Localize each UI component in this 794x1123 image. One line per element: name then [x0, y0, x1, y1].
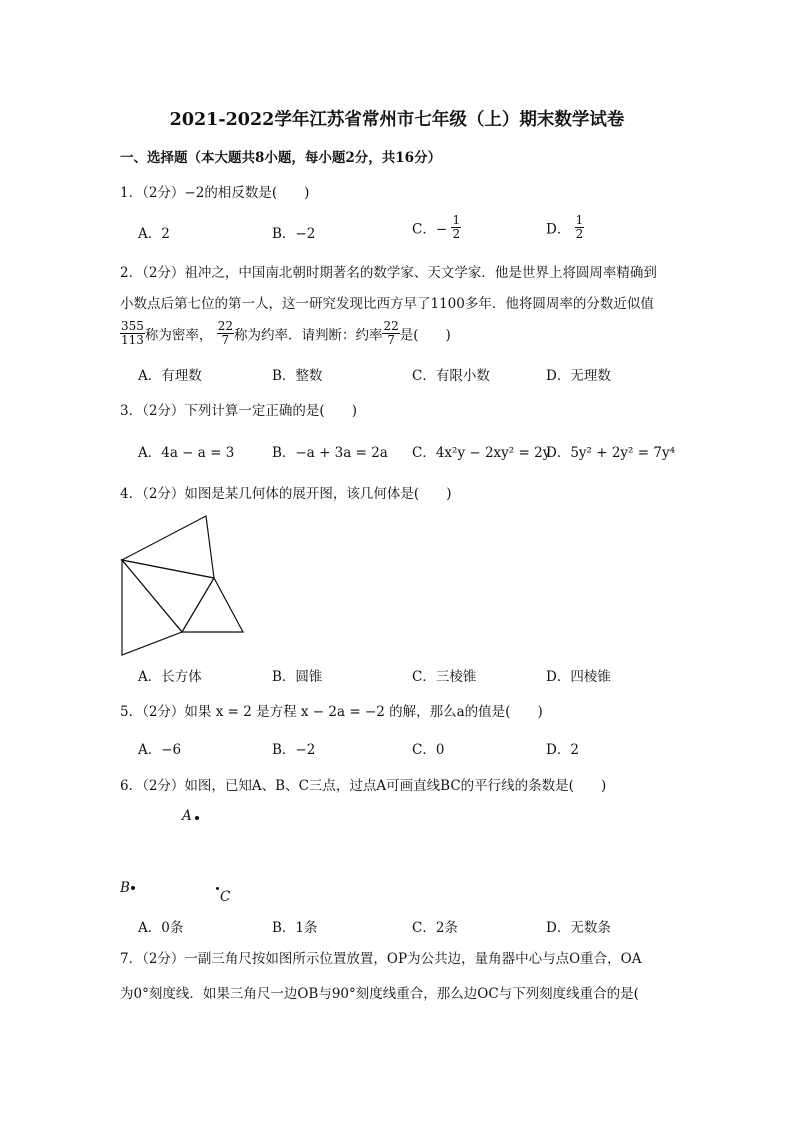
q2-option-c: C．有限小数	[412, 368, 490, 384]
q4-option-c: C．三棱锥	[412, 669, 477, 685]
net-face-middle	[122, 560, 214, 632]
q6-option-d: D．无数条	[546, 920, 611, 936]
q1-option-d	[546, 214, 584, 241]
q2-line-3	[120, 320, 451, 347]
q1-option-c-label: C．−	[412, 221, 448, 238]
q3-option-d: D．5y² + 2y² = 7y⁴	[546, 445, 675, 461]
q3-stem: 3．（2分）下列计算一定正确的是( )	[120, 403, 357, 419]
q6-option-a: A．0条	[138, 920, 184, 936]
q1-option-c-fraction	[451, 214, 461, 241]
q4-stem: 4．（2分）如图是某几何体的展开图，该几何体是( )	[120, 486, 452, 502]
q2-f3-denominator: 7	[387, 333, 395, 347]
q2-fraction-yue-lv	[217, 320, 234, 347]
point-c-dot	[216, 887, 219, 890]
q5-stem: 5．（2分）如果 x = 2 是方程 x − 2a = −2 的解，那么a的值是( )	[120, 704, 543, 720]
q1-stem: 1．（2分）−2的相反数是( )	[120, 185, 310, 201]
q3-option-a: A．4a − a = 3	[138, 445, 235, 461]
q7-line-2: 为0°刻度线．如果三角尺一边OB与90°刻度线重合，那么边OC与下列刻度线重合的是(	[120, 986, 639, 1002]
q1-c-denominator: 2	[452, 227, 461, 241]
section-heading: 一、选择题（本大题共8小题，每小题2分，共16分）	[120, 150, 442, 166]
q1-option-a: A．2	[138, 226, 170, 242]
page-title: 2021-2022学年江苏省常州市七年级（上）期末数学试卷	[169, 110, 625, 130]
q4-option-a: A．长方体	[138, 669, 202, 685]
q3-option-b: B．−a + 3a = 2a	[272, 445, 388, 461]
q2-fraction-mi-lv	[120, 320, 145, 347]
point-a-label: A	[182, 808, 192, 824]
q2-f1-denominator: 113	[121, 333, 144, 347]
q2-f2-denominator: 7	[221, 333, 230, 347]
q5-option-d: D．2	[546, 742, 579, 758]
q5-option-b: B．−2	[272, 742, 316, 758]
q1-d-numerator: 1	[575, 213, 584, 227]
q1-option-b: B．−2	[272, 226, 316, 242]
q4-net-figure	[115, 510, 255, 660]
q2-text-3: 是( )	[399, 327, 451, 344]
q2-f3-numerator: 22	[383, 319, 399, 333]
q2-line-2: 小数点后第七位的第一人，这一研究发现比西方早了1100多年．他将圆周率的分数近似值	[120, 296, 654, 312]
net-face-right	[182, 578, 243, 632]
q2-f2-numerator: 22	[217, 319, 233, 333]
q4-option-b: B．圆锥	[272, 669, 323, 685]
q2-option-a: A．有理数	[138, 368, 202, 384]
q2-option-b: B．整数	[272, 368, 323, 384]
point-a-dot	[195, 816, 199, 820]
q1-option-d-label: D．	[546, 221, 571, 238]
q6-option-b: B．1条	[272, 920, 318, 936]
point-c-label: C	[220, 889, 231, 905]
q1-option-d-fraction	[575, 214, 585, 241]
q7-line-1: 7．（2分）一副三角尺按如图所示位置放置，OP为公共边，量角器中心与点O重合，OA	[120, 951, 642, 967]
q2-line-1: 2．（2分）祖冲之，中国南北朝时期著名的数学家、天文学家．他是世界上将圆周率精确到	[120, 265, 657, 281]
q4-option-d: D．四棱锥	[546, 669, 611, 685]
q6-stem: 6．（2分）如图，已知A、B、C三点，过点A可画直线BC的平行线的条数是( )	[120, 778, 607, 794]
q2-f1-numerator: 355	[121, 319, 144, 333]
q3-option-c: C．4x²y − 2xy² = 2y	[412, 445, 551, 461]
q1-d-denominator: 2	[575, 227, 584, 241]
q5-option-c: C．0	[412, 742, 445, 758]
q1-option-c	[412, 214, 461, 241]
net-face-bottom-left	[122, 560, 182, 655]
q5-option-a: A．−6	[138, 742, 182, 758]
q2-text-1: 称为密率，	[144, 327, 213, 344]
q2-option-d: D．无理数	[546, 368, 611, 384]
q6-option-c: C．2条	[412, 920, 458, 936]
point-b-dot	[131, 886, 135, 890]
point-b-label: B	[120, 880, 130, 896]
q1-c-numerator: 1	[452, 213, 461, 227]
q2-text-2: 称为约率．请判断：约率	[233, 327, 383, 344]
q2-fraction-yue-lv-2	[382, 320, 399, 347]
